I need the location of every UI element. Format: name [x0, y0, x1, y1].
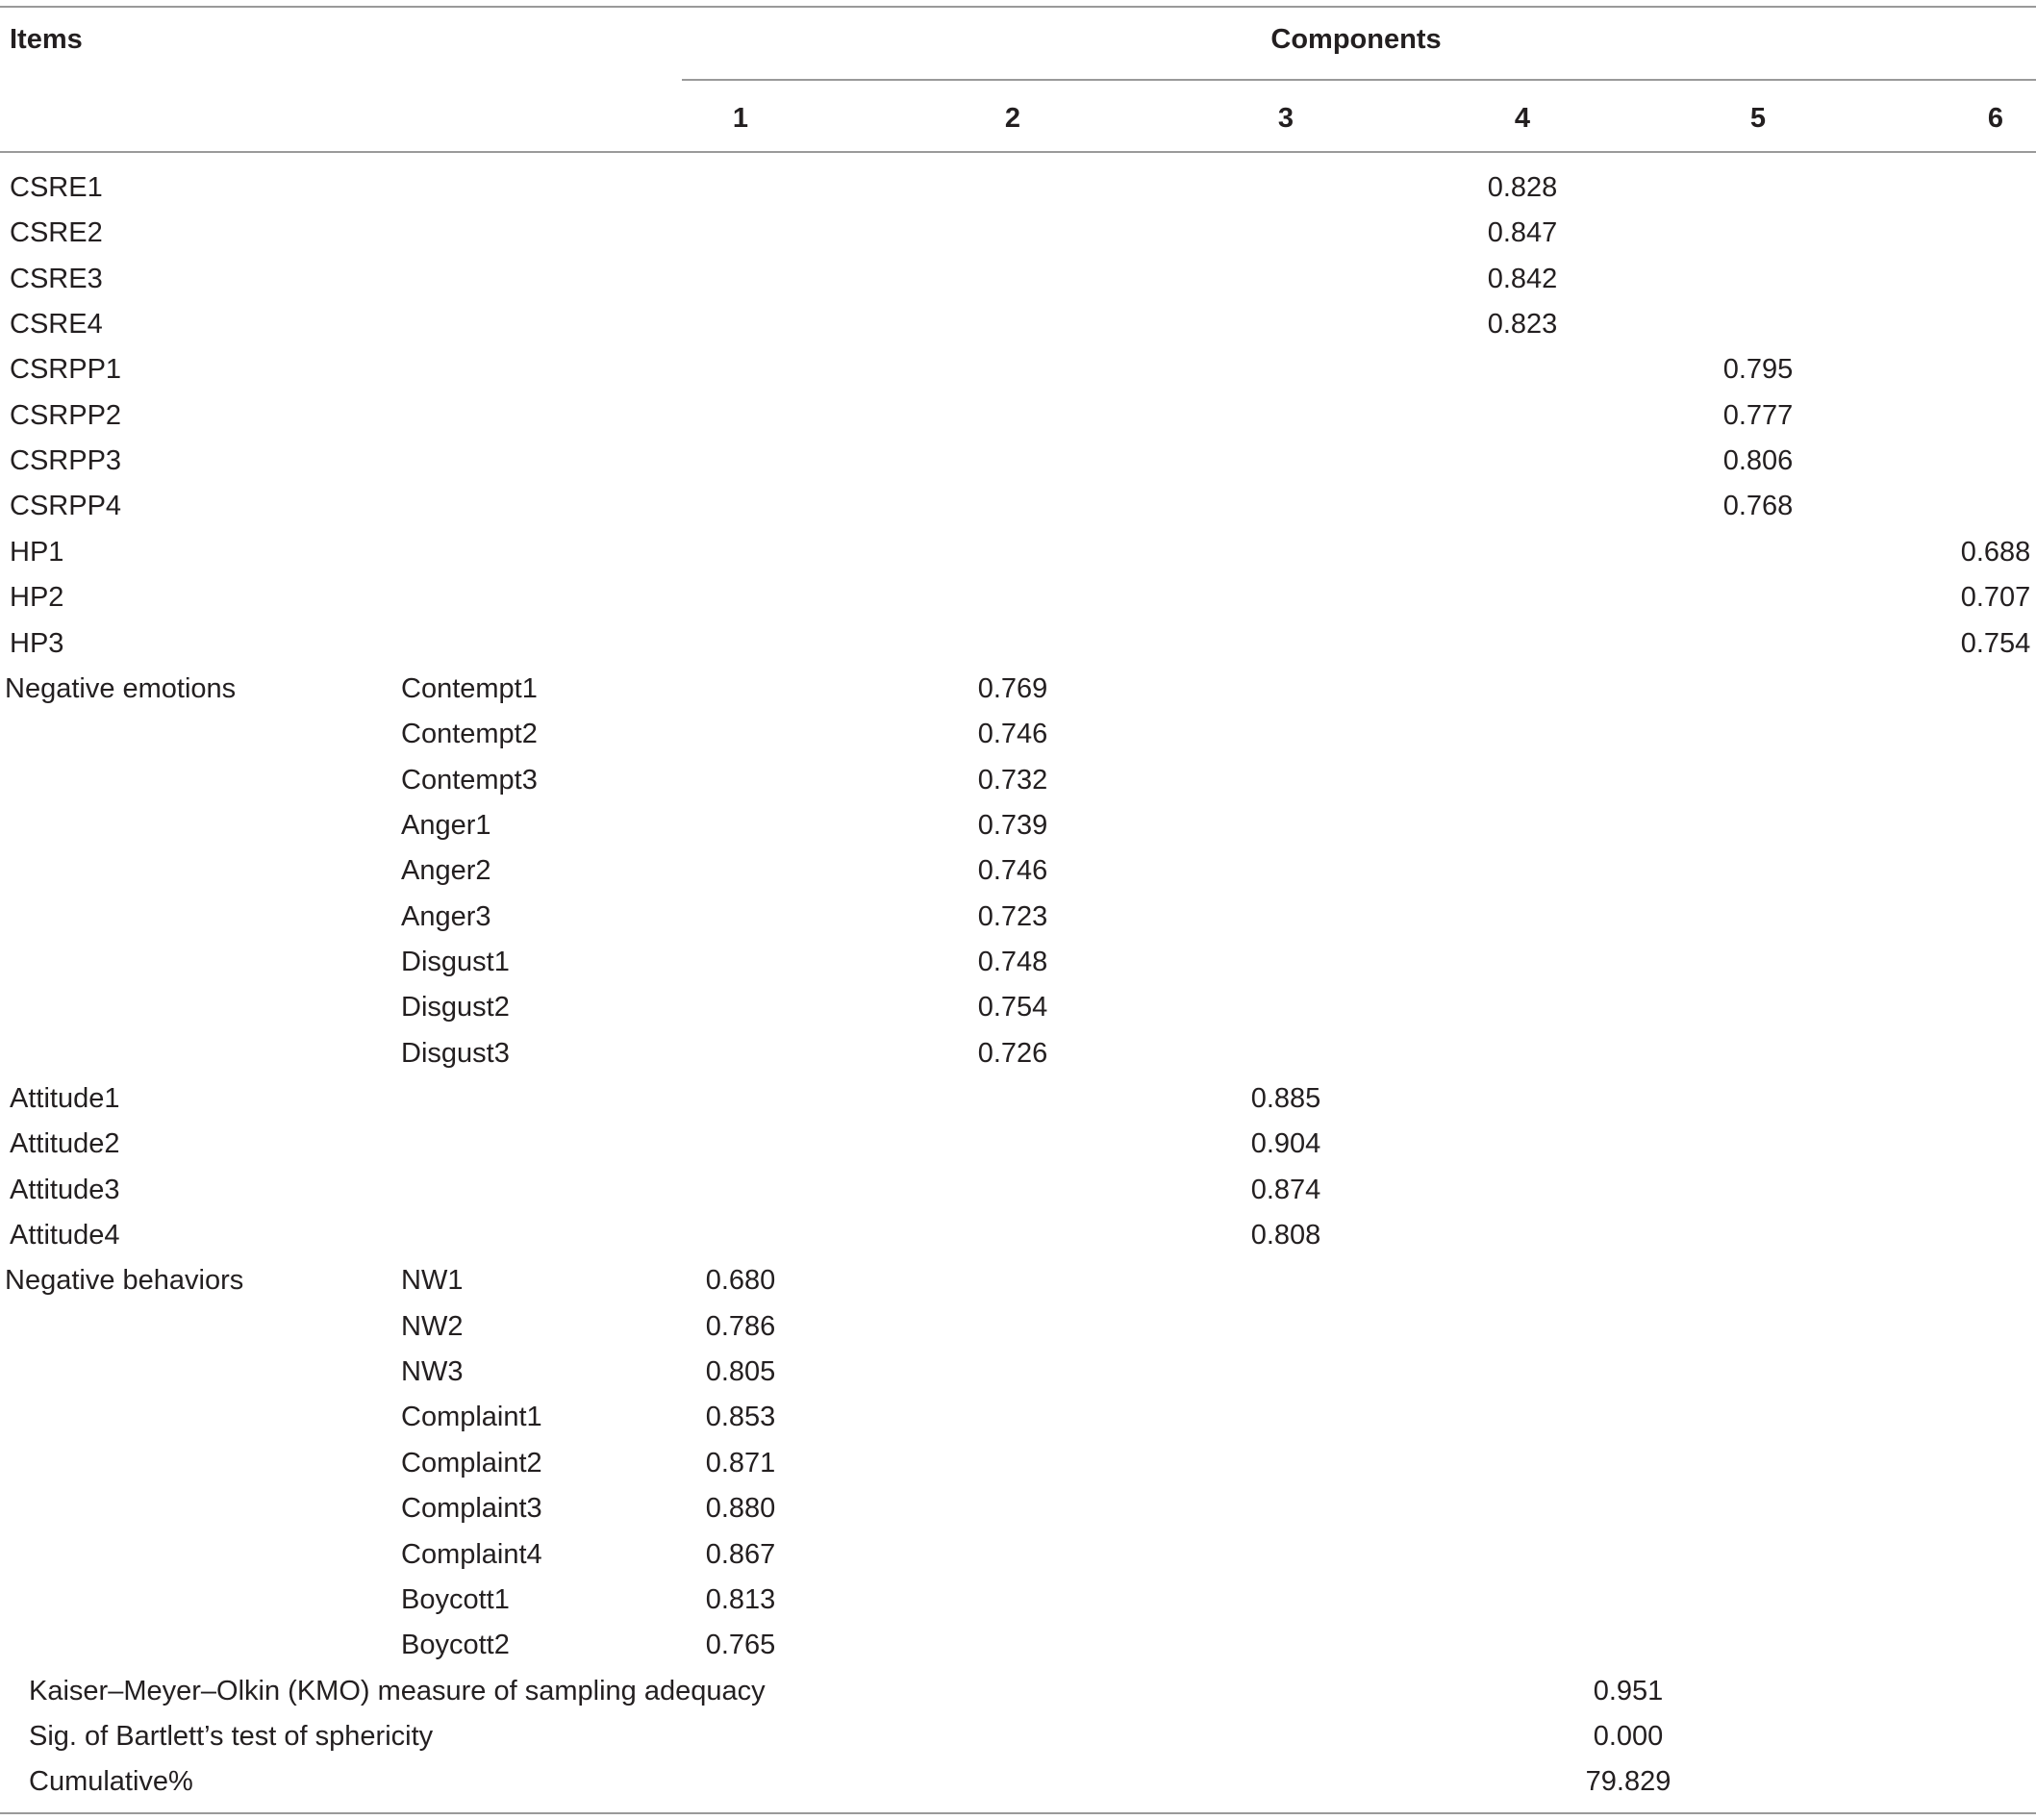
sub-item-label: Complaint3 [401, 1493, 542, 1525]
summary-value: 79.829 [1585, 1766, 1672, 1798]
item-label: CSRPP4 [10, 491, 122, 522]
loading-value: 0.768 [1722, 491, 1794, 522]
component-number-3: 3 [1277, 103, 1294, 134]
loading-value: 0.726 [977, 1037, 1048, 1069]
sub-item-label: Anger1 [401, 809, 491, 841]
loading-value: 0.786 [705, 1310, 776, 1342]
sub-item-label: NW1 [401, 1265, 464, 1297]
loading-value: 0.754 [1960, 627, 2031, 659]
sub-item-label: Contempt3 [401, 764, 538, 796]
loading-value: 0.769 [977, 672, 1048, 704]
bottom-rule [0, 1812, 2036, 1814]
top-rule [0, 6, 2036, 8]
loading-value: 0.723 [977, 900, 1048, 932]
component-number-4: 4 [1514, 103, 1531, 134]
sub-item-label: Anger2 [401, 855, 491, 887]
item-label: Attitude1 [10, 1083, 120, 1114]
item-label: CSRE2 [10, 217, 103, 249]
item-label: CSRPP2 [10, 399, 122, 431]
loading-value: 0.754 [977, 992, 1048, 1024]
sub-item-label: Complaint2 [401, 1447, 542, 1479]
items-header: Items [10, 24, 83, 55]
summary-label: Sig. of Bartlett’s test of sphericity [29, 1720, 434, 1752]
component-number-2: 2 [1004, 103, 1021, 134]
loading-value: 0.688 [1960, 536, 2031, 568]
item-label: CSRE3 [10, 263, 103, 294]
loading-value: 0.732 [977, 764, 1048, 796]
item-label: HP3 [10, 627, 64, 659]
item-label: Attitude3 [10, 1174, 120, 1205]
sub-item-label: NW3 [401, 1356, 464, 1388]
loading-value: 0.680 [705, 1265, 776, 1297]
loading-value: 0.828 [1487, 172, 1558, 203]
sub-item-label: Disgust2 [401, 992, 510, 1024]
item-label: HP2 [10, 582, 64, 614]
loading-value: 0.746 [977, 719, 1048, 750]
loading-value: 0.904 [1250, 1128, 1321, 1160]
loading-value: 0.813 [705, 1583, 776, 1615]
loading-value: 0.746 [977, 855, 1048, 887]
item-label: Negative behaviors [5, 1265, 244, 1297]
sub-item-label: Anger3 [401, 900, 491, 932]
summary-value: 0.000 [1593, 1720, 1664, 1752]
sub-item-label: NW2 [401, 1310, 464, 1342]
loading-value: 0.707 [1960, 582, 2031, 614]
item-label: CSRPP3 [10, 445, 122, 477]
item-label: CSRE1 [10, 172, 103, 203]
sub-item-label: Complaint1 [401, 1402, 542, 1433]
sub-item-label: Contempt2 [401, 719, 538, 750]
loading-value: 0.805 [705, 1356, 776, 1388]
sub-item-label: Boycott2 [401, 1630, 510, 1661]
loading-value: 0.874 [1250, 1174, 1321, 1205]
loading-value: 0.871 [705, 1447, 776, 1479]
item-label: CSRE4 [10, 309, 103, 341]
loading-value: 0.806 [1722, 445, 1794, 477]
sub-item-label: Boycott1 [401, 1583, 510, 1615]
loading-value: 0.748 [977, 946, 1048, 977]
loading-value: 0.808 [1250, 1220, 1321, 1251]
loading-value: 0.739 [977, 809, 1048, 841]
item-label: HP1 [10, 536, 64, 568]
loading-value: 0.777 [1722, 399, 1794, 431]
item-label: CSRPP1 [10, 354, 122, 386]
summary-label: Kaiser–Meyer–Olkin (KMO) measure of sampling adequacy [29, 1675, 766, 1706]
component-number-1: 1 [732, 103, 749, 134]
item-label: Attitude4 [10, 1220, 120, 1251]
loading-value: 0.765 [705, 1630, 776, 1661]
loading-value: 0.880 [705, 1493, 776, 1525]
sub-item-label: Disgust1 [401, 946, 510, 977]
summary-value: 0.951 [1593, 1675, 1664, 1706]
component-number-6: 6 [1987, 103, 2004, 134]
component-number-5: 5 [1749, 103, 1767, 134]
item-label: Attitude2 [10, 1128, 120, 1160]
loading-value: 0.885 [1250, 1083, 1321, 1114]
loading-value: 0.823 [1487, 309, 1558, 341]
sub-item-label: Complaint4 [401, 1538, 542, 1570]
loading-value: 0.795 [1722, 354, 1794, 386]
summary-label: Cumulative% [29, 1766, 193, 1798]
sub-item-label: Contempt1 [401, 672, 538, 704]
components-header: Components [1270, 24, 1442, 55]
loading-value: 0.842 [1487, 263, 1558, 294]
components-rule [682, 79, 2036, 81]
item-label: Negative emotions [5, 672, 237, 704]
sub-item-label: Disgust3 [401, 1037, 510, 1069]
header-bottom-rule [0, 151, 2036, 153]
loading-value: 0.847 [1487, 217, 1558, 249]
loading-value: 0.867 [705, 1538, 776, 1570]
loading-value: 0.853 [705, 1402, 776, 1433]
